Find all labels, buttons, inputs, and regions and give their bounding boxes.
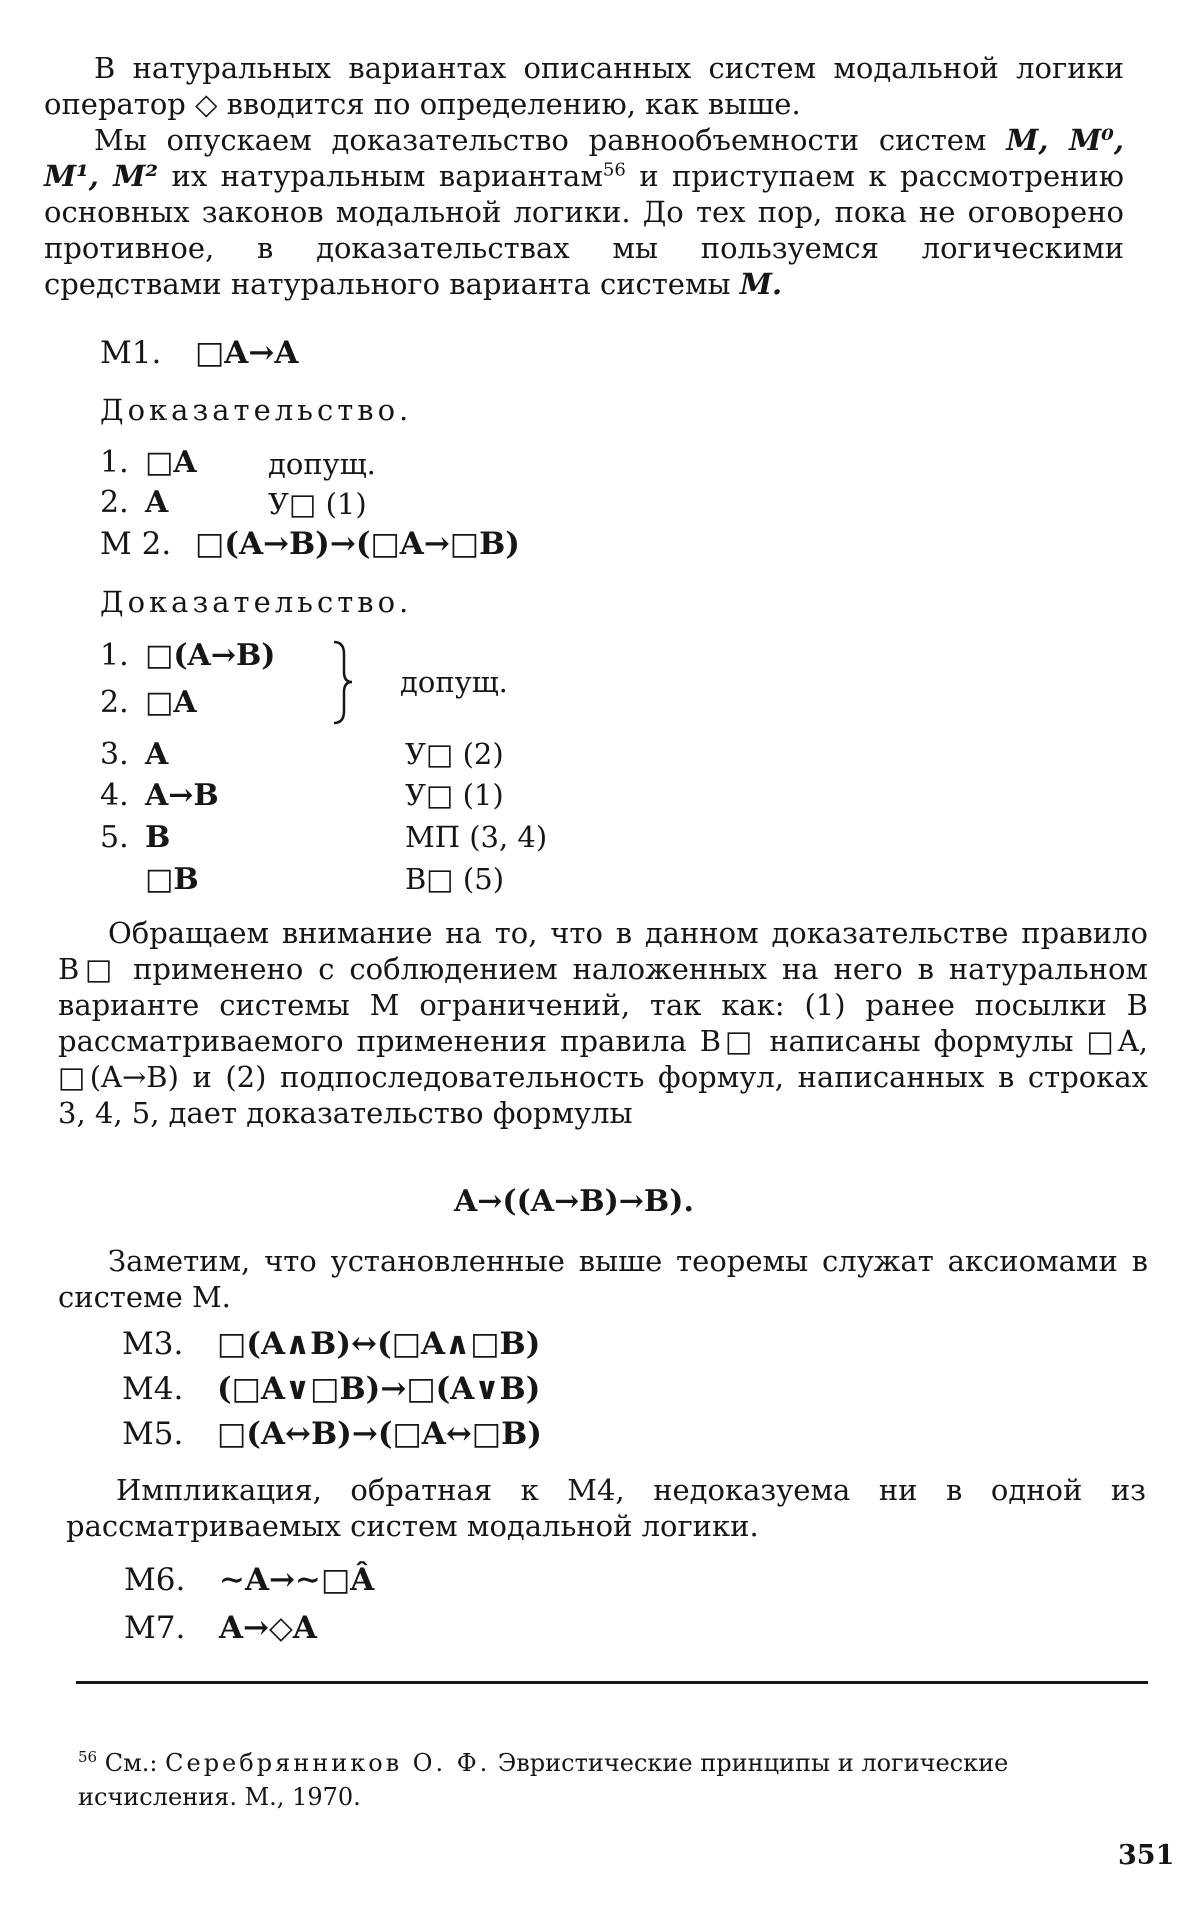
theorem-m5 [122, 1416, 542, 1452]
intro-p2-mid: их натуральным вариантам [171, 159, 603, 193]
step-number: 1. [100, 445, 129, 480]
footnote-ref: 56 [602, 159, 626, 181]
step-number: 2. [100, 485, 129, 520]
step-justification: У□ (2) [405, 737, 504, 771]
step-formula: A→B [145, 778, 219, 813]
footnote-divider [76, 1681, 1148, 1684]
theorem-formula: A→◇A [219, 1610, 317, 1646]
intro-systems: M, M⁰, M¹, M² [44, 123, 1124, 193]
theorem-formula: (□A∨□B)→□(A∨B) [217, 1371, 541, 1407]
theorem-formula: □(A→B)→(□A→□B) [195, 526, 520, 562]
proof-step [100, 862, 199, 897]
theorem-label: M4. [122, 1371, 184, 1407]
step-formula: □A [145, 685, 197, 720]
step-justification: У□ (1) [268, 487, 367, 521]
note-paragraph: Заметим, что установленные выше теоремы служат аксиомами в системе M. [58, 1244, 1148, 1314]
footnote-number: 56 [78, 1748, 98, 1766]
proof-step [100, 638, 276, 673]
step-justification: допущ. [268, 447, 376, 481]
intro-text [44, 50, 1124, 302]
step-number: 1. [100, 638, 129, 673]
right-brace-icon [332, 640, 354, 725]
page-number: 351 [1118, 1840, 1175, 1871]
theorem-label: M6. [124, 1562, 186, 1598]
theorem-formula: ∼A→∼□Â [219, 1562, 375, 1598]
step-number: 5. [100, 820, 129, 855]
proof-step [100, 685, 197, 720]
intro-p2-after: и приступаем к рассмотрению основных законов модальной логики. До тех пор, пока не оговорено противное, в доказательствах мы пользуемся логическими средствами натурального варианта системы [44, 159, 1125, 301]
step-formula: □B [145, 862, 199, 897]
theorem-label: M3. [122, 1326, 184, 1362]
step-justification: В□ (5) [405, 862, 505, 896]
theorem-label: M5. [122, 1416, 184, 1452]
footnote [78, 1746, 1148, 1814]
step-formula: B [145, 820, 171, 855]
intro-p2-before: Мы опускаем доказательство равнообъемности систем [94, 123, 987, 157]
proof-heading-m1: Доказательство. [100, 393, 413, 427]
proof-step [100, 485, 168, 520]
theorem-m7 [124, 1610, 317, 1646]
step-number: 2. [100, 685, 129, 720]
footnote-author: Серебрянников О. Ф. [165, 1749, 491, 1777]
theorem-m6 [124, 1562, 374, 1598]
theorem-label: M 2. [100, 526, 172, 562]
theorem-formula: □A→A [195, 335, 299, 371]
proof-step [100, 820, 170, 855]
theorem-m2 [100, 526, 520, 562]
theorem-label: M7. [124, 1610, 186, 1646]
theorem-m4 [122, 1371, 540, 1407]
proof-step [100, 737, 168, 772]
theorem-formula: □(A∧B)↔(□A∧□B) [217, 1326, 541, 1362]
footnote-see: См.: [104, 1749, 158, 1777]
step-formula: A [145, 485, 169, 520]
theorem-label: M1. [100, 335, 162, 371]
implication-paragraph: Импликация, обратная к M4, недоказуема ни в одной из рассматриваемых систем модальной логики. [66, 1473, 1146, 1543]
brace-justification: допущ. [400, 665, 508, 699]
proof-step [100, 445, 197, 480]
step-number: 3. [100, 737, 129, 772]
remark-paragraph: Обращаем внимание на то, что в данном доказательстве правило В□ применено с соблюдением наложенных на него в натуральном варианте системы M ограничений, так как: (1) ранее посылки B рассматриваемого применения правила В□ написаны формулы □A, □(A→B) и (2) подпоследовательность формул, написанных в строках 3, 4, 5, дает доказательство формулы [58, 916, 1148, 1130]
step-number: 4. [100, 778, 129, 813]
step-justification: У□ (1) [405, 778, 504, 812]
derived-formula: A→((A→B)→B). [454, 1184, 694, 1219]
step-formula: A [145, 737, 169, 772]
theorem-m1 [100, 335, 298, 371]
footnote-citation: Эвристические принципы и логические исчисления. М., 1970. [78, 1749, 1009, 1811]
implication-text [66, 1472, 1146, 1544]
proof-step [100, 778, 219, 813]
remark-text [58, 915, 1148, 1131]
proof-heading-m2: Доказательство. [100, 585, 413, 619]
step-justification: МП (3, 4) [405, 820, 548, 854]
theorem-formula: □(A↔B)→(□A↔□B) [217, 1416, 542, 1452]
step-formula: □A [145, 445, 197, 480]
step-formula: □(A→B) [145, 638, 276, 673]
intro-system-end: M. [739, 267, 783, 301]
theorem-m3 [122, 1326, 540, 1362]
intro-paragraph-2 [44, 122, 1124, 302]
note-text [58, 1243, 1148, 1315]
intro-paragraph-1: В натуральных вариантах описанных систем модальной логики оператор ◇ вводится по определению, как выше. [44, 51, 1124, 121]
